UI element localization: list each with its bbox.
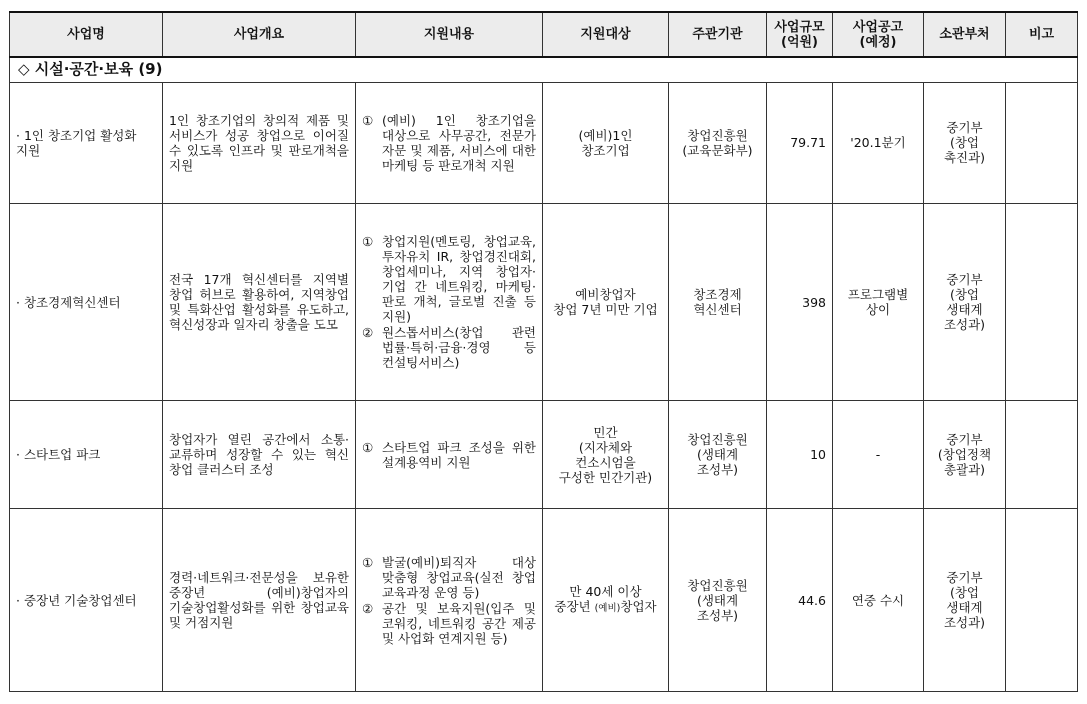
table-row	[10, 400, 1078, 508]
support-content	[356, 204, 543, 401]
item-text: 스타트업 파크 조성을 위한 설계용역비 지원	[382, 439, 536, 470]
item-number: ①	[362, 439, 374, 455]
item-text: 공간 및 보육지원(입주 및 코워킹, 네트워킹 공간 제공 및 사업화 연계지원 등)	[382, 600, 536, 646]
header-ministry: 소관부처	[924, 12, 1006, 57]
item-text: 창업지원(멘토링, 창업교육, 투자유치 IR, 창업경진대회, 창업세미나, 지역 창업자·기업 간 네트워킹, 마케팅·판로 개척, 글로벌 진출 등 지원)	[382, 234, 536, 325]
remark	[1006, 509, 1078, 692]
support-target: 민간 (지자체와 컨소시엄을 구성한 민간기관)	[543, 400, 669, 508]
program-overview: 경력·네트워크·전문성을 보유한 중장년 (예비)창업자의 기술창업활성화를 위한 창업교육 및 거점지원	[163, 509, 356, 692]
agency: 창업진흥원 (생태계 조성부)	[669, 400, 767, 508]
support-content	[356, 82, 543, 203]
support-item	[362, 440, 536, 470]
program-overview: 창업자가 열린 공간에서 소통·교류하며 성장할 수 있는 혁신 창업 클러스터 조성	[163, 400, 356, 508]
ministry: 중기부 (창업정책 총괄과)	[924, 400, 1006, 508]
support-content	[356, 509, 543, 692]
header-agency: 주관기관	[669, 12, 767, 57]
budget: 79.71	[767, 82, 833, 203]
remark	[1006, 400, 1078, 508]
target-line-2-small: (예비)	[594, 603, 621, 615]
support-item	[362, 555, 536, 600]
agency: 창업진흥원 (생태계 조성부)	[669, 509, 767, 692]
header-remark: 비고	[1006, 12, 1078, 57]
program-name: · 스타트업 파크	[10, 400, 163, 508]
table-row	[10, 82, 1078, 203]
header-program-name: 사업명	[10, 12, 163, 57]
program-overview: 전국 17개 혁신센터를 지역별 창업 허브로 활용하여, 지역창업 및 특화산업 활성화를 유도하고, 혁신성장과 일자리 창출을 도모	[163, 204, 356, 401]
item-number: ②	[362, 325, 374, 341]
notice: '20.1분기	[833, 82, 924, 203]
section-row	[10, 57, 1078, 82]
item-text: (예비) 1인 창조기업을 대상으로 사무공간, 전문가 자문 및 제품, 서비스에 대한 마케팅 등 판로개척 지원	[382, 112, 536, 173]
item-number: ①	[362, 554, 374, 570]
notice: 프로그램별 상이	[833, 204, 924, 401]
header-row	[10, 12, 1078, 57]
item-number: ①	[362, 112, 374, 128]
item-number: ②	[362, 600, 374, 616]
target-line-2-suffix: 창업자	[620, 599, 657, 615]
support-item	[362, 601, 536, 646]
program-name: · 창조경제혁신센터	[10, 204, 163, 401]
support-item	[362, 113, 536, 173]
program-name: · 1인 창조기업 활성화 지원	[10, 82, 163, 203]
header-budget: 사업규모 (억원)	[767, 12, 833, 57]
budget: 398	[767, 204, 833, 401]
agency: 창조경제 혁신센터	[669, 204, 767, 401]
table-row	[10, 509, 1078, 692]
section-title: ◇ 시설·공간·보육 (9)	[10, 57, 1078, 82]
agency: 창업진흥원 (교육문화부)	[669, 82, 767, 203]
header-support-content: 지원내용	[356, 12, 543, 57]
budget: 10	[767, 400, 833, 508]
header-overview: 사업개요	[163, 12, 356, 57]
item-number: ①	[362, 234, 374, 250]
notice: -	[833, 400, 924, 508]
table-row	[10, 204, 1078, 401]
item-text: 원스톱서비스(창업 관련 법률·특허·금융·경영 등 컨설팅서비스)	[382, 325, 536, 371]
header-support-target: 지원대상	[543, 12, 669, 57]
remark	[1006, 204, 1078, 401]
support-target	[543, 509, 669, 692]
support-item	[362, 234, 536, 324]
ministry: 중기부 (창업 생태계 조성과)	[924, 204, 1006, 401]
budget: 44.6	[767, 509, 833, 692]
ministry: 중기부 (창업 촉진과)	[924, 82, 1006, 203]
support-content	[356, 400, 543, 508]
program-table	[9, 11, 1078, 692]
program-name: · 중장년 기술창업센터	[10, 509, 163, 692]
notice: 연중 수시	[833, 509, 924, 692]
target-line-2-prefix: 중장년	[554, 599, 595, 615]
target-line-1: 만 40세 이상	[569, 584, 642, 600]
program-overview: 1인 창조기업의 창의적 제품 및 서비스가 성공 창업으로 이어질 수 있도록 인프라 및 판로개척을 지원	[163, 82, 356, 203]
header-notice: 사업공고 (예정)	[833, 12, 924, 57]
item-text: 발굴(예비)퇴직자 대상 맞춤형 창업교육(실전 창업 교육과정 운영 등)	[382, 554, 536, 600]
support-target: (예비)1인 창조기업	[543, 82, 669, 203]
ministry: 중기부 (창업 생태계 조성과)	[924, 509, 1006, 692]
remark	[1006, 82, 1078, 203]
support-item	[362, 325, 536, 370]
support-target: 예비창업자 창업 7년 미만 기업	[543, 204, 669, 401]
